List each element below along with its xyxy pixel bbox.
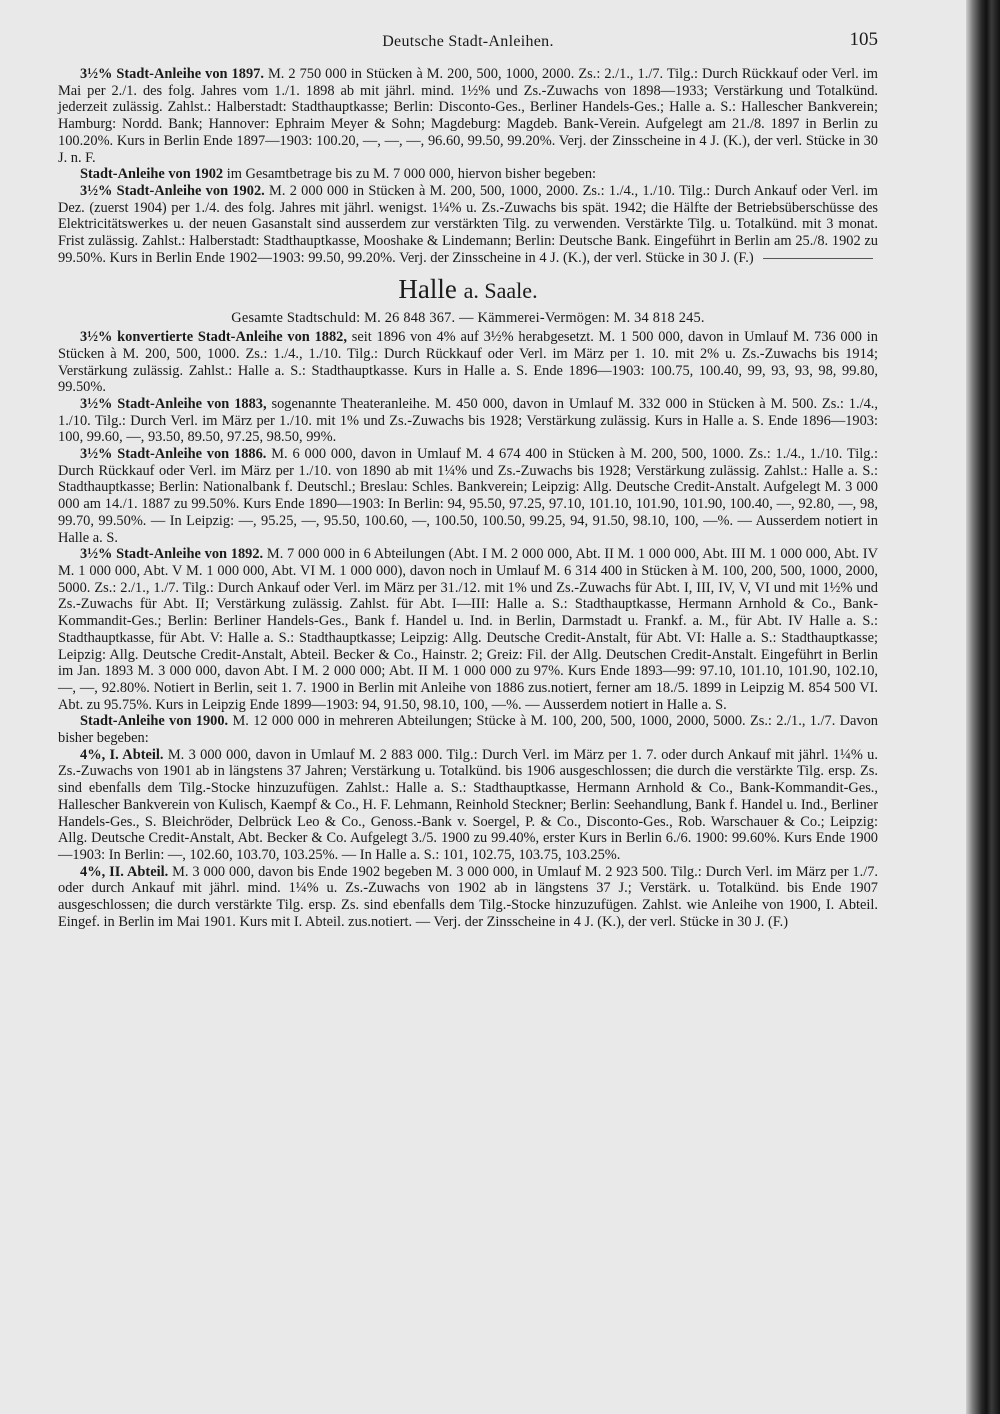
city-subtitle: a. Saale.: [463, 278, 538, 304]
bond-entry-1883: [58, 396, 878, 446]
bond-title: 3½% Stadt-Anleihe von 1902.: [80, 182, 265, 199]
bond-title: Stadt-Anleihe von 1902: [80, 166, 224, 183]
bond-entry-1897: [58, 66, 878, 166]
bond-text: sogenannte Theateranleihe. M. 450 000, davon in Umlauf M. 332 000 in Stücken à M. 500. Zs.: 1./4., 1./10. Tilg.: Durch Verl. im März per 1./10. mit 1% und Zs.-Zuwachs bis 1928; Verstärkung zulässig. Kurs in Halle a. S. Ende 1896—1903: 100, 99.60, —, 93.50, 89.50, 97.25, 98.50, 99%.: [58, 395, 878, 446]
running-head: [58, 30, 878, 56]
bond-title: 3½% Stadt-Anleihe von 1897.: [80, 66, 264, 82]
bond-title: 3½% Stadt-Anleihe von 1886.: [80, 446, 267, 463]
bond-text: M. 2 000 000 in Stücken à M. 200, 500, 1000, 2000. Zs.: 1./4., 1./10. Tilg.: Durch Ankauf oder Verl. im Dez. (zuerst 1904) per 1./4. des folg. Jahres mit jährl. wenigst. 1¼% u. Zs.-Zuwachs bis spät. 1942; die Hälfte der Betriebsüberschüsse des Elektricitätswerkes u. der neuen Gasanstalt sind ausserdem zur verstärkten Tilg. zu verwenden. Verstärkte Tilg. u. Totalkünd. mit 3 monat. Frist zulässig. Zahlst.: Halberstadt: Stadthauptkasse, Mooshake & Lindemann; Berlin: Deutsche Bank. Eingeführt in Berlin am 25./8. 1902 zu 99.50%. Kurs in Berlin Ende 1902—1903: 99.50, 99.20%. Verj. der Zinsscheine in 4 J. (K.), der verl. Stücke in 30 J. (F.): [58, 182, 878, 266]
bond-title: 3½% Stadt-Anleihe von 1883,: [80, 395, 267, 412]
bond-title: Stadt-Anleihe von 1900.: [80, 713, 229, 730]
bond-entry-1902-total: [58, 166, 878, 183]
city-heading: [58, 274, 878, 306]
bond-entry-1892: [58, 546, 878, 713]
bond-entry-1902: [58, 183, 878, 267]
document-page: [58, 30, 878, 930]
bond-entry-1900-abt2: [58, 864, 878, 931]
bond-entry-1900: [58, 713, 878, 746]
city-name: Halle: [398, 274, 457, 305]
bond-title: 4%, II. Abteil.: [80, 863, 169, 880]
bond-entry-1900-abt1: [58, 747, 878, 864]
bond-text: M. 12 000 000 in mehreren Abteilungen; Stücke à M. 100, 200, 500, 1000, 2000, 5000. Zs.: 2./1., 1./7. Davon bisher begeben:: [58, 713, 879, 747]
bond-entry-1886: [58, 446, 878, 546]
bond-text: im Gesamtbetrage bis zu M. 7 000 000, hiervon bisher begeben:: [226, 166, 597, 183]
bond-text: M. 2 750 000 in Stücken à M. 200, 500, 1000, 2000. Zs.: 2./1., 1./7. Tilg.: Durch Rückkauf oder Verl. im Mai per 2./1. des folg. Jahres vom 1./1. 1898 ab mit jährl. mind. 1½% und Zs.-Zuwachs von 1898—1933; Verstärkung und Totalkünd. jederzeit zulässig. Zahlst.: Halberstadt: Stadthauptkasse; Berlin: Disconto-Ges., Berliner Handels-Ges.; Halle a. S.: Hallescher Bankverein; Hamburg: Nordd. Bank; Hannover: Ephraim Meyer & Sohn; Magdeburg: Magdeb. Bank-Verein. Aufgelegt am 21./8. 1897 in Berlin zu 100.20%. Kurs in Berlin Ende 1897—1903: 100.20, —, —, —, 96.60, 99.50, 99.20%. Verj. der Zinsscheine in 4 J. (K.), der verl. Stücke in 30 J. n. F.: [58, 66, 878, 166]
bond-title: 4%, I. Abteil.: [80, 746, 164, 763]
bond-text: M. 7 000 000 in 6 Abteilungen (Abt. I M. 2 000 000, Abt. II M. 1 000 000, Abt. III M. 1 000 000, Abt. IV M. 1 000 000, Abt. V M. 1 000 000, Abt. VI M. 1 000 000), davon noch in Umlauf M. 6 314 400 in Stücken à M. 100, 200, 500, 1000, 2000, 5000. Zs.: 2./1., 1./7. Tilg.: Durch Ankauf oder Verl. im März per 31./12. mit 1% und Zs.-Zuwachs für Abt. I, III, IV, V, VI und mit 1½% und Zs.-Zuwachs für Abt. II; Verstärkung zulässig. Zahlst. für Abt. I—III: Halle a. S.: Stadthauptkasse, Hermann Arnhold & Co., Bank-Kommandit-Ges.; Berlin: Berliner Handels-Ges., Bank f. Handel u. Ind. in Berlin, Darmstadt u. Frankf. a. M., für Abt. IV Halle a. S.: Stadthauptkasse, für Abt. V: Halle a. S.: Stadthauptkasse; Leipzig: Allg. Deutsche Credit-Anstalt, für Abt. VI: Halle a. S.: Stadthauptkasse; Leipzig: Allg. Deutsche Credit-Anstalt, Abteil. Becker & Co., Hainstr. 2; Greiz: Fil. der Allg. Deutschen Credit-Anstalt. Eingeführt in Berlin im Jan. 1893 M. 3 000 000, davon Abt. I M. 2 000 000; Abt. II M. 1 000 000 zu 97%. Kurs Ende 1893—99: 97.10, 101.10, 101.90, 102.10, —, —, 92.80%. Notiert in Berlin, seit 1. 7. 1900 in Berlin mit Anleihe von 1886 zus.notiert, ferner am 18./5. 1899 in Leipzig M. 854 500 VI. Abt. zu 95.75%. Kurs in Leipzig Ende 1899—1903: 94, 91.50, 98.10, 100, —%. — Ausserdem notiert in Halle a. S.: [58, 546, 878, 713]
bond-title: 3½% konvertierte Stadt-Anleihe von 1882,: [80, 329, 347, 346]
bond-title: 3½% Stadt-Anleihe von 1892.: [80, 546, 264, 563]
scan-edge-shadow: [966, 0, 1000, 1414]
running-title: Deutsche Stadt-Anleihen.: [382, 33, 554, 50]
bond-text: seit 1896 von 4% auf 3½% herabgesetzt. M. 1 500 000, davon in Umlauf M. 736 000 in Stücken à M. 200, 500, 1000. Zs.: 1./4., 1./10. Tilg.: Durch Rückkauf oder Verl. im März per 1. 10. mit 2% u. Zs.-Zuwachs bis 1914; Verstärkung zulässig. Zahlst.: Halle a. S.: Stadthauptkasse. Kurs in Halle a. S. Ende 1896—1903: 100.75, 100.40, 99, 93, 93, 98, 99.80, 99.50%.: [58, 329, 878, 396]
bond-text: M. 3 000 000, davon in Umlauf M. 2 883 000. Tilg.: Durch Verl. im März per 1. 7. oder durch Ankauf mit jährl. 1¼% u. Zs.-Zuwachs von 1901 ab in längstens 37 Jahren; Verstärkung u. Totalkünd. bis 1906 ausgeschlossen; die durch die verstärkte Tilg. ersp. Zs. sind ebenfalls dem Tilg.-Stocke hinzuzufügen. Zahlst.: Halle a. S.: Stadthauptkasse, Hermann Arnhold & Co., Bank-Kommandit-Ges., Hallescher Bankverein von Kulisch, Kaempf & Co., H. F. Lehmann, Reinhold Steckner; Berlin: Seehandlung, Bank f. Handel u. Ind., Berliner Handels-Ges., S. Bleichröder, Delbrück Leo & Co., Genoss.-Bank v. Soergel, P. & Co., Disconto-Ges., Rob. Warschauer & Co.; Leipzig: Allg. Deutsche Credit-Anstalt, Abt. Becker & Co. Aufgelegt 3./5. 1900 zu 99.40%, erster Kurs in Berlin 6./6. 1900: 99.60%. Kurs Ende 1900—1903: In Berlin: —, 102.60, 103.70, 103.25%. — In Halle a. S.: 101, 102.75, 103.75, 103.25%.: [58, 746, 878, 863]
bond-text: M. 6 000 000, davon in Umlauf M. 4 674 400 in Stücken à M. 200, 500, 1000. Zs.: 1./4., 1./10. Tilg.: Durch Rückkauf oder Verl. im März per 1./10. von 1890 ab mit 1¼% und Zs.-Zuwachs bis 1928; Verstärkung zulässig. Zahlst.: Halle a. S.: Stadthauptkasse; Berlin: Nationalbank f. Deutschl.; Breslau: Schles. Bankverein; Leipzig: Allg. Deutsche Credit-Anstalt. Aufgelegt M. 3 000 000 am 14./1. 1887 zu 99.50%. Kurs Ende 1890—1903: In Berlin: 94, 95.50, 97.25, 97.10, 101.10, 101.90, 101.90, 100.40, —, 92.80, —, 98, 99.70, 99.50%. — In Leipzig: —, 95.25, —, 95.50, 100.60, —, 100.50, 100.50, 99.25, 94, 91.50, 98.10, 100, —%. — Ausserdem notiert in Halle a. S.: [58, 446, 878, 546]
end-rule: [763, 258, 873, 259]
bond-text: M. 3 000 000, davon bis Ende 1902 begeben M. 3 000 000, in Umlauf M. 2 923 500. Tilg.: Durch Verl. im März per 1./7. oder durch Ankauf mit jährl. mind. 1¼% u. Zs.-Zuwachs von 1902 ab in längstens 37 J.; Verstärk. u. Totalkünd. bis Ende 1907 ausgeschlossen; die durch verstärkte Tilg. ersp. Zs. sind ebenfalls dem Tilg.-Stocke hinzuzufügen. Zahlst. wie Anleihe von 1900, I. Abteil. Eingef. in Berlin im Mai 1901. Kurs mit I. Abteil. zus.notiert. — Verj. der Zinsscheine in 4 J. (K.), der verl. Stücke in 30 J. (F.): [58, 863, 878, 930]
city-debt-summary: Gesamte Stadtschuld: M. 26 848 367. — Kämmerei-Vermögen: M. 34 818 245.: [231, 310, 705, 327]
page-number: 105: [849, 29, 878, 50]
bond-entry-1882: [58, 329, 878, 396]
